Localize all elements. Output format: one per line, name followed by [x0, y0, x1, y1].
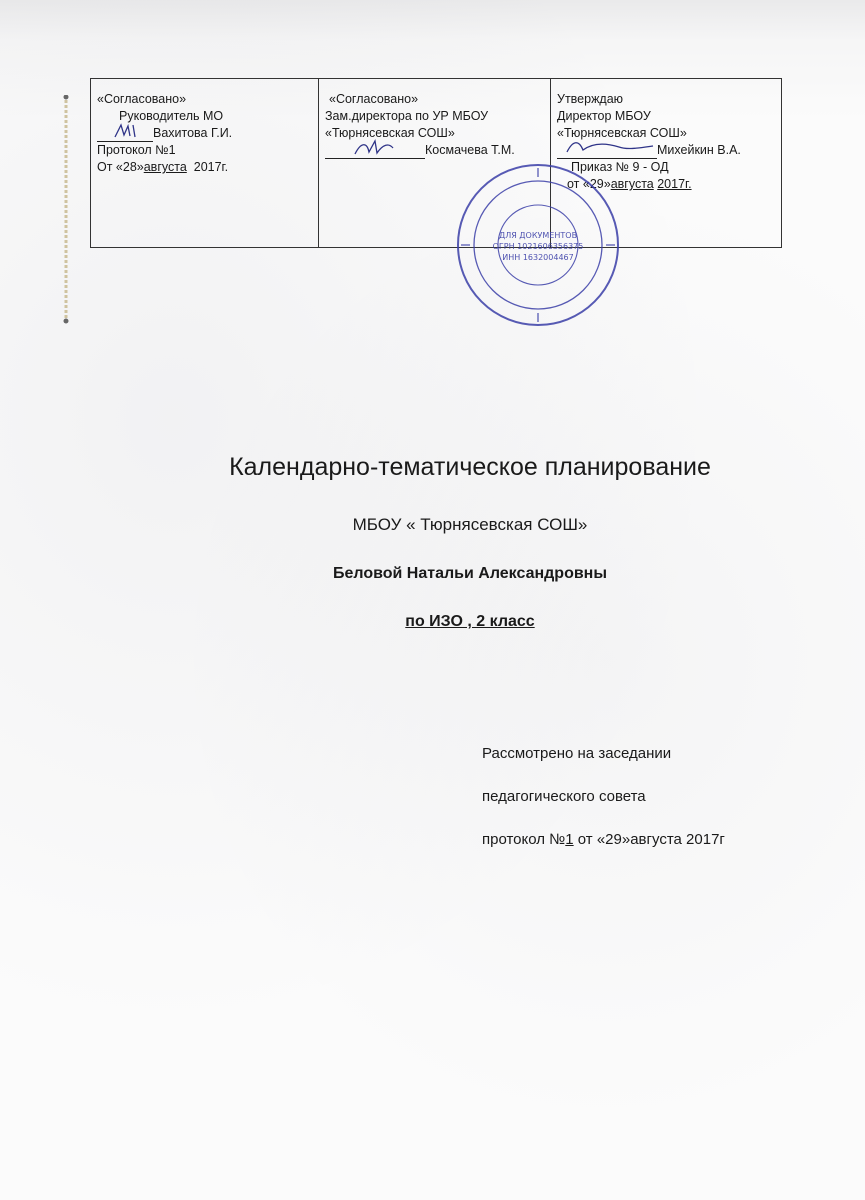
- review-line-1: Рассмотрено на заседании: [482, 745, 672, 762]
- director-signature: [557, 144, 657, 159]
- approval-table: [90, 78, 782, 248]
- school-stamp: [453, 160, 623, 330]
- mo-heading: «Согласовано»: [97, 92, 187, 106]
- deputy-role: Зам.директора по УР МБОУ: [325, 109, 489, 123]
- director-signature-line: [557, 142, 775, 159]
- review-line-2: педагогического совета: [482, 788, 646, 805]
- director-heading: Утверждаю: [557, 92, 624, 106]
- document-title: Календарно-тематическое планирование: [229, 453, 711, 481]
- director-name: Михейкин В.А.: [657, 143, 741, 157]
- stamp-line-1: ДЛЯ ДОКУМЕНТОВ: [498, 231, 578, 240]
- deputy-signature-line: [325, 142, 544, 159]
- mo-name: Вахитова Г.И.: [153, 126, 233, 140]
- mo-role: Руководитель МО: [119, 109, 224, 123]
- director-date: от «29»августа 2017г.: [567, 177, 692, 191]
- director-role: Директор МБОУ: [557, 109, 651, 123]
- deputy-heading: «Согласовано»: [329, 92, 419, 106]
- director-order: Приказ № 9 - ОД: [571, 160, 669, 174]
- stamp-line-3: ИНН 1632004467: [502, 253, 574, 262]
- director-school: «Тюрнясевская СОШ»: [557, 126, 687, 140]
- mo-date: От «28»августа 2017г.: [97, 160, 229, 174]
- mo-signature: [97, 127, 153, 142]
- stamp-line-2: ОГРН 1021606356375: [492, 242, 584, 251]
- subject-line: по ИЗО , 2 класс: [405, 613, 535, 630]
- teacher-name: Беловой Натальи Александровны: [333, 565, 607, 582]
- review-line-3: протокол №1 от «29»августа 2017г: [482, 831, 725, 848]
- deputy-signature: [325, 144, 425, 159]
- deputy-name: Космачева Т.М.: [425, 143, 515, 157]
- approval-cell-mo: [91, 79, 319, 247]
- mo-protocol: Протокол №1: [97, 143, 176, 157]
- review-block: [482, 744, 725, 873]
- school-name: МБОУ « Тюрнясевская СОШ»: [352, 515, 588, 534]
- mo-signature-line: [97, 125, 312, 142]
- deputy-school: «Тюрнясевская СОШ»: [325, 126, 455, 140]
- binding-thread: [62, 95, 70, 325]
